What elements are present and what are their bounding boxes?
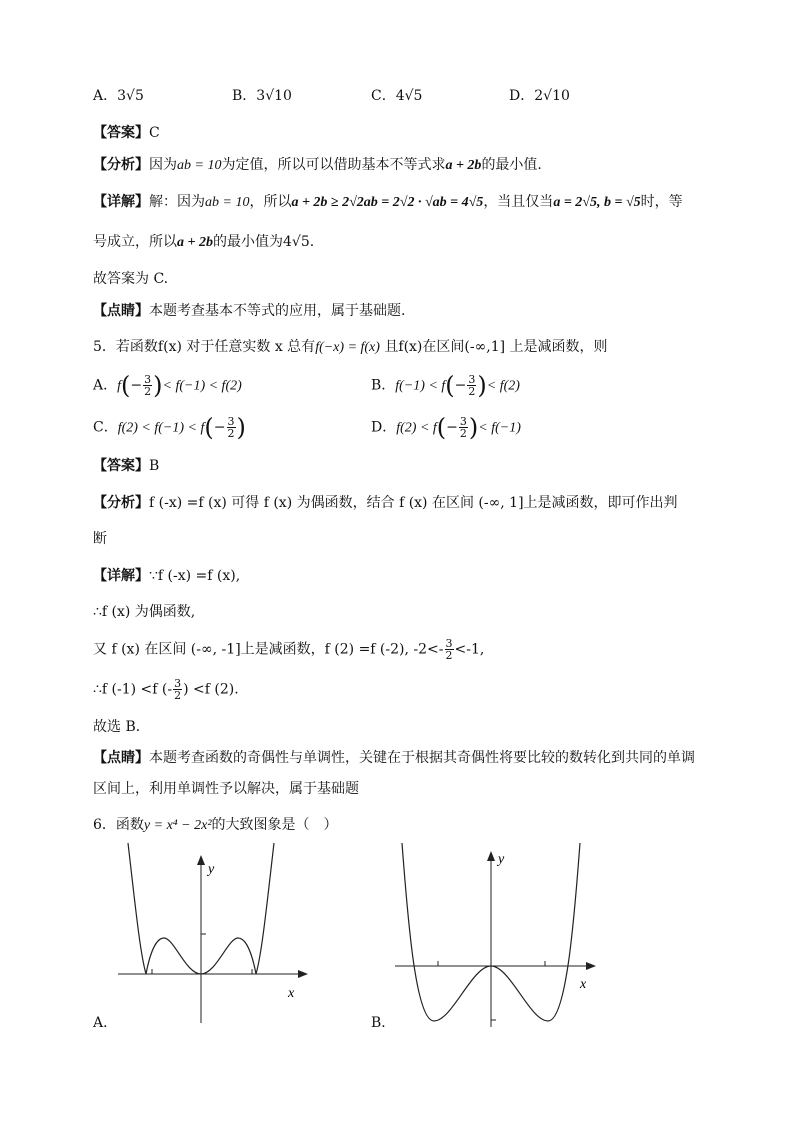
q5-comment-line2: 区间上，利用单调性予以解决，属于基础题 — [93, 781, 359, 797]
q5-option-d: D．f(2) < f(− $\frac{3}{2}$ )< f(−1) — [371, 413, 521, 442]
q5-detail-4: ∴f (-1) <f (- $\frac{3}{2}$ ) <f (2). — [93, 677, 239, 702]
detail-tag: 【详解】 — [93, 194, 149, 210]
q6-graph-b — [390, 843, 605, 1033]
graph-a-x-arrow — [298, 970, 308, 978]
q5-option-b: B．f(−1) < f(− $\frac{3}{2}$ )< f(2) — [371, 371, 520, 400]
q4-analysis: 【分析】因为ab = 10为定值，所以可以借助基本不等式求a + 2b的最小值. — [93, 157, 542, 173]
graph-b-y-label: y — [498, 852, 505, 867]
q4-option-d: D．2√10 — [509, 88, 570, 104]
q4-option-c: C．4√5 — [371, 88, 423, 104]
q6-graph-a-label: A． — [93, 1015, 118, 1031]
q6-graph-b-label: B． — [371, 1015, 396, 1031]
q5-detail-1: 【详解】∵f (-x) =f (x), — [93, 568, 241, 584]
answer-tag: 【答案】 — [93, 125, 149, 141]
q5-detail-2: ∴f (x) 为偶函数, — [93, 604, 196, 620]
q4-detail-line1: 【详解】解：因为ab = 10，所以a + 2b ≥ 2√2ab = 2√2 · √ab = 4√5，当且仅当a = 2√5, b = √5时，等 — [93, 194, 683, 210]
q4-answer: 【答案】C — [93, 125, 160, 141]
q5-comment-line1: 【点睛】本题考查函数的奇偶性与单调性，关键在于根据其奇偶性将要比较的数转化到共同的单调 — [93, 750, 695, 766]
q4-comment: 【点睛】本题考查基本不等式的应用，属于基础题. — [93, 303, 406, 319]
graph-a-x-label: x — [288, 986, 295, 1001]
q5-stem: 5．若函数f(x) 对于任意实数 x 总有f(−x) = f(x) 且f(x)在区间(-∞,1] 上是减函数，则 — [93, 339, 608, 355]
q6-graph-a — [110, 843, 320, 1033]
q5-conclusion: 故选 B． — [93, 719, 150, 735]
q5-detail-3: 又 f (x) 在区间 (-∞, -1]上是减函数，f (2) =f (-2), -2<- $\frac{3}{2}$ <-1, — [93, 637, 485, 662]
q5-analysis-line2: 断 — [93, 531, 107, 547]
q5-analysis-line1: 【分析】f (-x) =f (x) 可得 f (x) 为偶函数，结合 f (x) 在区间 (-∞, 1]上是减函数，即可作出判 — [93, 495, 678, 511]
answer-tag: 【答案】 — [93, 458, 149, 474]
detail-tag: 【详解】 — [93, 568, 149, 584]
q4-detail-line2: 号成立，所以a + 2b的最小值为4√5. — [93, 234, 315, 250]
graph-b-x-arrow — [586, 962, 596, 970]
graph-b-x-label: x — [580, 977, 587, 992]
q4-option-b: B．3√10 — [232, 88, 292, 104]
q4-option-a: A．3√5 — [93, 88, 144, 104]
comment-tag: 【点睛】 — [93, 303, 149, 319]
analysis-tag: 【分析】 — [93, 157, 149, 173]
graph-b-y-arrow — [487, 851, 495, 861]
q5-option-c: C．f(2) < f(−1) < f(− $\frac{3}{2}$ ) — [93, 413, 246, 442]
analysis-tag: 【分析】 — [93, 495, 149, 511]
q4-conclusion: 故答案为 C. — [93, 271, 169, 287]
graph-a-y-arrow — [197, 855, 205, 865]
q6-stem: 6．函数y = x⁴ − 2x²的大致图象是（ ） — [93, 817, 338, 833]
q5-option-a: A．f(− $\frac{3}{2}$ )< f(−1) < f(2) — [93, 371, 242, 400]
q5-answer: 【答案】B — [93, 458, 160, 474]
comment-tag: 【点睛】 — [93, 750, 149, 766]
graph-a-y-label: y — [208, 862, 215, 877]
